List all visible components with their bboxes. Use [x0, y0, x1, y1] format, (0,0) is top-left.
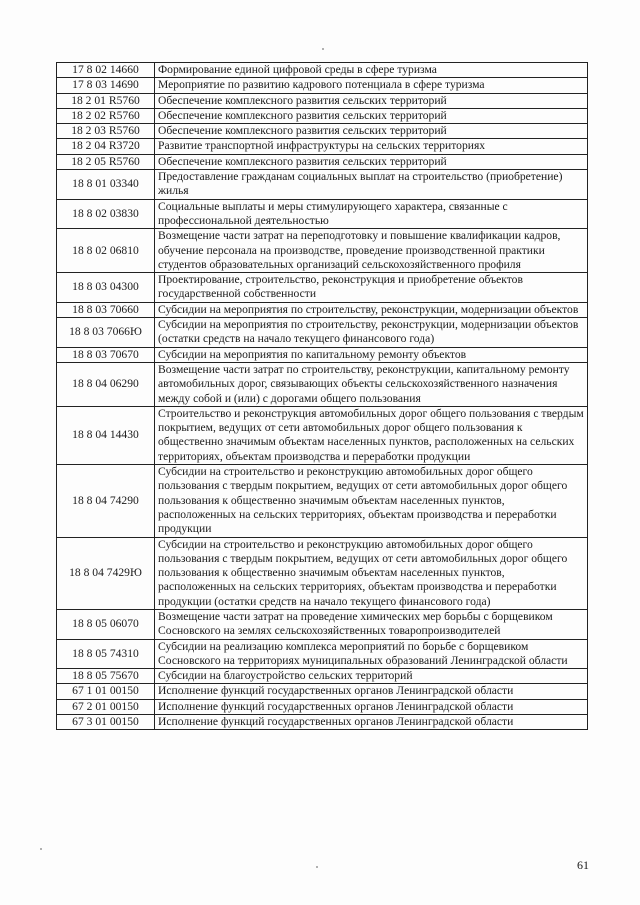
row-description: Субсидии на мероприятия по строительству, реконструкции, модернизации объектов (остатки средств на начало текущего финансового года): [155, 318, 588, 348]
row-description: Обеспечение комплексного развития сельских территорий: [155, 154, 588, 169]
row-code: 18 8 04 74290: [57, 465, 155, 537]
table-row: [57, 154, 588, 169]
row-code: 18 8 03 7066Ю: [57, 318, 155, 348]
scan-speck: [316, 866, 318, 868]
table-row: [57, 108, 588, 123]
table-row: [57, 139, 588, 154]
table-row: [57, 124, 588, 139]
table-row: [57, 302, 588, 317]
row-description: Обеспечение комплексного развития сельских территорий: [155, 93, 588, 108]
row-code: 18 8 03 70670: [57, 347, 155, 362]
row-code: 18 2 01 R5760: [57, 93, 155, 108]
table-row: [57, 684, 588, 699]
page-number: 61: [577, 858, 589, 872]
row-description: Исполнение функций государственных органов Ленинградской области: [155, 684, 588, 699]
table-row: [57, 669, 588, 684]
row-code: 18 2 04 R3720: [57, 139, 155, 154]
row-description: Возмещение части затрат на переподготовку и повышение квалификации кадров, обучение персонала на производстве, проведение производственной практики студентов образовательных организаций сельскохозяйственного профиля: [155, 229, 588, 273]
row-code: 18 2 03 R5760: [57, 124, 155, 139]
table-row: [57, 699, 588, 714]
row-code: 18 2 02 R5760: [57, 108, 155, 123]
budget-code-table: [56, 62, 588, 730]
row-code: 18 8 01 03340: [57, 170, 155, 200]
row-description: Строительство и реконструкция автомобильных дорог общего пользования с твердым покрытием, ведущих от сети автомобильных дорог общего пользования к общественно значимым объектам населенных пунктов, расположенных на сельских территориях, объектам производства и переработки продукции: [155, 406, 588, 464]
row-code: 18 8 04 14430: [57, 406, 155, 464]
table-row: [57, 639, 588, 669]
row-description: Социальные выплаты и меры стимулирующего характера, связанные с профессиональной деятельностью: [155, 199, 588, 229]
row-code: 67 1 01 00150: [57, 684, 155, 699]
scan-speck: [40, 848, 42, 850]
row-code: 18 8 04 7429Ю: [57, 537, 155, 609]
table-row: [57, 63, 588, 78]
scan-speck: [322, 48, 324, 50]
table-row: [57, 362, 588, 406]
table-row: [57, 537, 588, 609]
row-code: 18 8 05 06070: [57, 609, 155, 639]
row-description: Развитие транспортной инфраструктуры на сельских территориях: [155, 139, 588, 154]
row-description: Исполнение функций государственных органов Ленинградской области: [155, 715, 588, 730]
table-row: [57, 273, 588, 303]
row-description: Субсидии на мероприятия по строительству, реконструкции, модернизации объектов: [155, 302, 588, 317]
row-code: 18 8 03 70660: [57, 302, 155, 317]
table-row: [57, 229, 588, 273]
table-row: [57, 406, 588, 464]
row-description: Исполнение функций государственных органов Ленинградской области: [155, 699, 588, 714]
row-code: 18 8 02 03830: [57, 199, 155, 229]
row-description: Предоставление гражданам социальных выплат на строительство (приобретение) жилья: [155, 170, 588, 200]
row-code: 17 8 03 14690: [57, 78, 155, 93]
table-row: [57, 465, 588, 537]
row-code: 17 8 02 14660: [57, 63, 155, 78]
table-body: [57, 63, 588, 730]
row-description: Возмещение части затрат на проведение химических мер борьбы с борщевиком Сосновского на землях сельскохозяйственных товаропроизводителей: [155, 609, 588, 639]
row-description: Мероприятие по развитию кадрового потенциала в сфере туризма: [155, 78, 588, 93]
row-code: 18 8 05 75670: [57, 669, 155, 684]
row-description: Субсидии на мероприятия по капитальному ремонту объектов: [155, 347, 588, 362]
row-code: 18 2 05 R5760: [57, 154, 155, 169]
row-description: Возмещение части затрат по строительству, реконструкции, капитальному ремонту автомобильных дорог, связывающих объекты сельскохозяйственного назначения между собой и (или) с дорогами общего пользования: [155, 362, 588, 406]
table-row: [57, 93, 588, 108]
row-code: 18 8 03 04300: [57, 273, 155, 303]
table-row: [57, 318, 588, 348]
row-code: 18 8 05 74310: [57, 639, 155, 669]
row-description: Субсидии на строительство и реконструкцию автомобильных дорог общего пользования с твердым покрытием, ведущих от сети автомобильных дорог общего пользования к общественно значимым объектам населенных пунктов, расположенных на сельских территориях, объектам производства и переработки продукции: [155, 465, 588, 537]
table-row: [57, 609, 588, 639]
row-description: Субсидии на реализацию комплекса мероприятий по борьбе с борщевиком Сосновского на территориях муниципальных образований Ленинградской области: [155, 639, 588, 669]
row-code: 67 3 01 00150: [57, 715, 155, 730]
row-description: Субсидии на строительство и реконструкцию автомобильных дорог общего пользования с твердым покрытием, ведущих от сети автомобильных дорог общего пользования к общественно значимым объектам населенных пунктов, расположенных на сельских территориях, объектам производства и переработки продукции (остатки средств на начало текущего финансового года): [155, 537, 588, 609]
row-code: 67 2 01 00150: [57, 699, 155, 714]
table-row: [57, 715, 588, 730]
table-row: [57, 170, 588, 200]
table-row: [57, 199, 588, 229]
table-row: [57, 347, 588, 362]
row-description: Формирование единой цифровой среды в сфере туризма: [155, 63, 588, 78]
row-code: 18 8 02 06810: [57, 229, 155, 273]
row-description: Проектирование, строительство, реконструкция и приобретение объектов государственной собственности: [155, 273, 588, 303]
row-description: Обеспечение комплексного развития сельских территорий: [155, 108, 588, 123]
table-row: [57, 78, 588, 93]
row-code: 18 8 04 06290: [57, 362, 155, 406]
row-description: Обеспечение комплексного развития сельских территорий: [155, 124, 588, 139]
row-description: Субсидии на благоустройство сельских территорий: [155, 669, 588, 684]
